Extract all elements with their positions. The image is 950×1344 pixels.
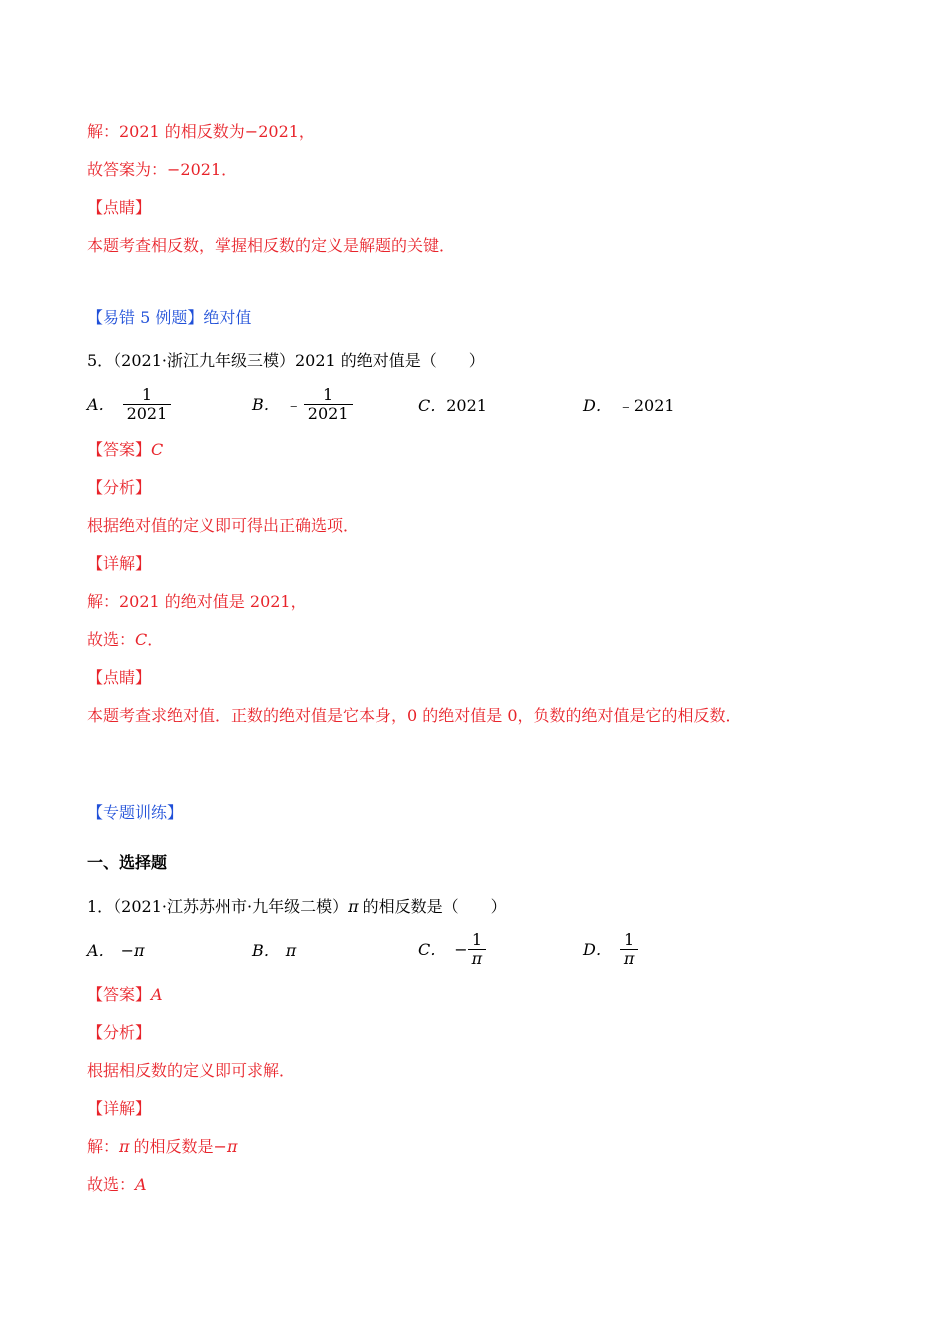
answer-label: 【答案】 <box>87 440 152 459</box>
denominator: 2021 <box>126 404 168 423</box>
detail-suffix: ． <box>147 630 164 649</box>
q1-option-a <box>87 941 144 961</box>
pi-symbol: π <box>348 897 359 916</box>
q1-answer <box>87 985 163 1005</box>
q5-option-d <box>583 396 675 416</box>
detail-prefix: 故选： <box>87 630 136 649</box>
detail-mid: 的相反数是 <box>133 1137 214 1156</box>
q1-detail-label: 【详解】 <box>87 1099 152 1118</box>
option-value: π <box>285 941 297 960</box>
question-5-stem: 5．（2021·浙江九年级三模）2021 的绝对值是（ ） <box>87 351 485 370</box>
q1-option-d <box>583 931 640 968</box>
option-label: B． <box>252 394 280 414</box>
training-heading: 【专题训练】 <box>87 803 184 822</box>
detail-value: C <box>135 630 148 649</box>
q5-analysis-label: 【分析】 <box>87 478 152 497</box>
answer-line: 故答案为：−2021． <box>87 160 238 179</box>
detail-prefix: 解： <box>87 1137 120 1156</box>
fraction <box>468 931 487 968</box>
stem-prefix: 1．（2021·江苏苏州市·九年级二模） <box>87 897 349 916</box>
fraction <box>304 386 353 423</box>
numerator: 1 <box>624 930 635 949</box>
numerator: 1 <box>471 930 482 949</box>
fraction <box>123 386 172 423</box>
option-label: C． <box>418 939 447 959</box>
option-value: −π <box>120 941 145 960</box>
pi-symbol: π <box>119 1137 130 1156</box>
q5-option-a <box>87 386 173 423</box>
option-value: 2021 <box>446 396 487 415</box>
q5-option-b <box>252 386 355 423</box>
part-heading: 一、选择题 <box>87 853 168 872</box>
option-label: B． <box>252 941 280 960</box>
q1-analysis-label: 【分析】 <box>87 1023 152 1042</box>
option-label: C． <box>418 396 447 415</box>
q1-detail-line2 <box>87 1175 147 1195</box>
q5-dianjing-label: 【点睛】 <box>87 668 152 687</box>
q1-analysis-text: 根据相反数的定义即可求解． <box>87 1061 296 1080</box>
option-label: D． <box>583 396 612 415</box>
q1-option-c <box>418 931 488 968</box>
solution-line: 解：2021 的相反数为−2021， <box>87 122 315 141</box>
q5-dianjing-text: 本题考查求绝对值．正数的绝对值是它本身，0 的绝对值是 0，负数的绝对值是它的相反数． <box>87 706 742 725</box>
q5-detail-line1: 解：2021 的绝对值是 2021， <box>87 592 307 611</box>
q1-detail-line1 <box>87 1137 237 1157</box>
dianjing-label: 【点睛】 <box>87 198 152 217</box>
option-value: ﹣2021 <box>617 396 675 415</box>
question-1-stem <box>87 897 507 917</box>
q5-option-c <box>418 396 487 416</box>
minus-sign: ﹣ <box>285 394 302 414</box>
numerator: 1 <box>323 385 334 404</box>
q5-answer <box>87 440 163 460</box>
numerator: 1 <box>141 385 153 404</box>
dianjing-text: 本题考查相反数，掌握相反数的定义是解题的关键． <box>87 236 456 255</box>
answer-value: A <box>151 985 163 1004</box>
detail-prefix: 故选： <box>87 1175 136 1194</box>
denominator: π <box>623 949 635 968</box>
option-label: A． <box>87 941 115 960</box>
section-heading-bracket: 【易错 5 例题】 <box>87 308 204 327</box>
stem-suffix: 的相反数是（ ） <box>362 897 507 916</box>
option-label: D． <box>583 939 612 959</box>
answer-value: C <box>151 440 164 459</box>
minus-sign: − <box>454 939 468 959</box>
denominator: 2021 <box>307 404 349 423</box>
q5-detail-line2 <box>87 630 163 650</box>
section-heading <box>87 308 251 328</box>
detail-value: −π <box>213 1137 238 1156</box>
denominator: π <box>471 949 483 968</box>
q5-detail-label: 【详解】 <box>87 554 152 573</box>
q5-analysis-text: 根据绝对值的定义即可得出正确选项． <box>87 516 360 535</box>
detail-value: A <box>135 1175 147 1194</box>
option-label: A． <box>87 394 115 414</box>
section-heading-topic: 绝对值 <box>203 308 252 327</box>
q1-option-b <box>252 941 296 961</box>
fraction <box>620 931 639 968</box>
answer-label: 【答案】 <box>87 985 152 1004</box>
